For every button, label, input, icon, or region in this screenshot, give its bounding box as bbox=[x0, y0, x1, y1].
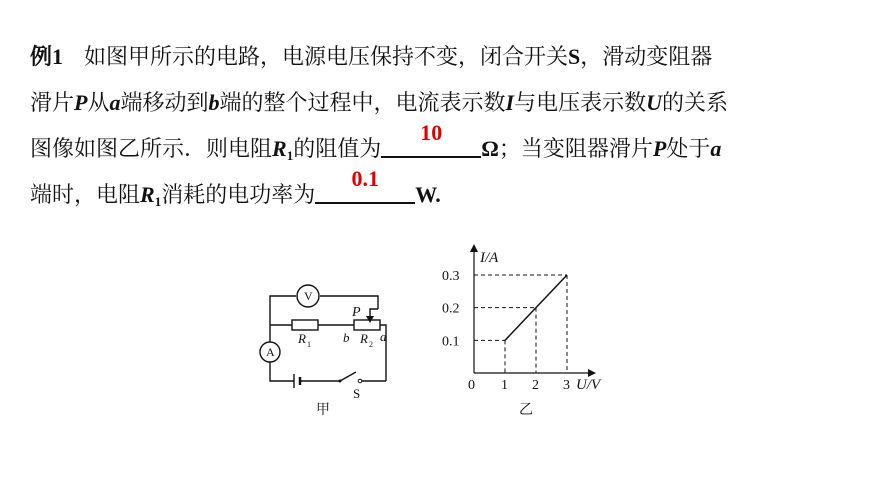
problem-line-4 bbox=[30, 166, 441, 217]
wire bbox=[320, 296, 378, 309]
y-tick-label: 0.2 bbox=[442, 301, 460, 317]
problem-text: 与电压表示数 bbox=[514, 91, 647, 116]
resistor-r2 bbox=[354, 320, 380, 330]
problem-text: 从 bbox=[87, 91, 110, 116]
end-a-label: a bbox=[380, 329, 387, 344]
x-tick-label: 2 bbox=[532, 378, 539, 393]
var-b: b bbox=[208, 90, 220, 115]
answer-blank-2[interactable] bbox=[315, 166, 415, 204]
problem-text: 处于 bbox=[666, 137, 711, 162]
wire bbox=[270, 296, 296, 325]
problem-line-1 bbox=[30, 42, 712, 73]
problem-text: ，滑动变阻器 bbox=[580, 45, 713, 70]
wire bbox=[270, 362, 294, 381]
answer-1: 10 bbox=[420, 120, 443, 145]
problem-text: 的关系 bbox=[661, 91, 728, 116]
ammeter bbox=[260, 342, 280, 362]
x-tick-label: 1 bbox=[501, 378, 508, 393]
problem-text: 端时，电阻 bbox=[30, 183, 141, 208]
problem-text: 如图甲所示的电路，电源电压保持不变，闭合开关 bbox=[84, 45, 569, 70]
subscript-1: 1 bbox=[286, 148, 294, 163]
y-tick-label: 0.1 bbox=[442, 334, 460, 350]
ammeter-label: A bbox=[266, 345, 275, 359]
problem-text: 图像如图乙所示．则电阻 bbox=[30, 137, 273, 162]
wire bbox=[380, 325, 386, 381]
problem-text: 的阻值为 bbox=[293, 137, 382, 162]
graph-caption: 乙 bbox=[519, 403, 533, 418]
switch-blade bbox=[340, 372, 356, 381]
var-a: a bbox=[710, 136, 722, 161]
var-P: P bbox=[74, 90, 88, 115]
slider-arrow bbox=[366, 316, 374, 323]
voltmeter bbox=[297, 285, 319, 307]
switch-contact bbox=[339, 380, 342, 383]
x-axis-arrow bbox=[588, 369, 596, 377]
var-R: R bbox=[272, 136, 287, 161]
switch-contact bbox=[358, 379, 362, 383]
r2-label: R bbox=[360, 331, 368, 346]
unit-ohm: Ω bbox=[481, 136, 499, 161]
end-b-label: b bbox=[343, 330, 350, 345]
var-P: P bbox=[652, 136, 667, 161]
problem-label: 例1 bbox=[30, 44, 64, 69]
slider-wire bbox=[370, 309, 378, 318]
r2-sub: 2 bbox=[369, 340, 373, 349]
var-a: a bbox=[109, 90, 121, 115]
slider-p-label: P bbox=[352, 305, 361, 320]
unit-watt: W. bbox=[415, 182, 441, 207]
series-line bbox=[505, 275, 567, 340]
var-I: I bbox=[505, 90, 515, 115]
y-tick-label: 0.3 bbox=[442, 269, 460, 284]
switch-label: S bbox=[353, 386, 361, 401]
y-axis-arrow bbox=[470, 244, 478, 252]
answer-blank-1[interactable] bbox=[381, 120, 481, 158]
var-U: U bbox=[646, 90, 662, 115]
circuit-caption: 甲 bbox=[316, 403, 330, 418]
problem-text: 端的整个过程中，电流表示数 bbox=[219, 91, 506, 116]
switch-symbol: S bbox=[568, 44, 581, 69]
problem-text: ；当变阻器滑片 bbox=[498, 137, 653, 162]
problem-text: 端移动到 bbox=[120, 91, 209, 116]
r1-label: R bbox=[298, 331, 306, 346]
subscript-1: 1 bbox=[154, 194, 162, 209]
x-axis-label: U/V bbox=[576, 377, 601, 393]
graph-origin: 0 bbox=[468, 378, 475, 393]
resistor-r1 bbox=[292, 320, 318, 330]
var-R: R bbox=[140, 182, 155, 207]
problem-text: 消耗的电功率为 bbox=[161, 183, 316, 208]
x-tick-label: 3 bbox=[563, 378, 570, 393]
y-axis-label: I/A bbox=[480, 250, 499, 266]
problem-line-2 bbox=[30, 88, 728, 119]
r1-sub: 1 bbox=[307, 340, 311, 349]
answer-2: 0.1 bbox=[351, 166, 379, 191]
voltmeter-label: V bbox=[304, 289, 313, 303]
problem-text: 滑片 bbox=[30, 91, 75, 116]
